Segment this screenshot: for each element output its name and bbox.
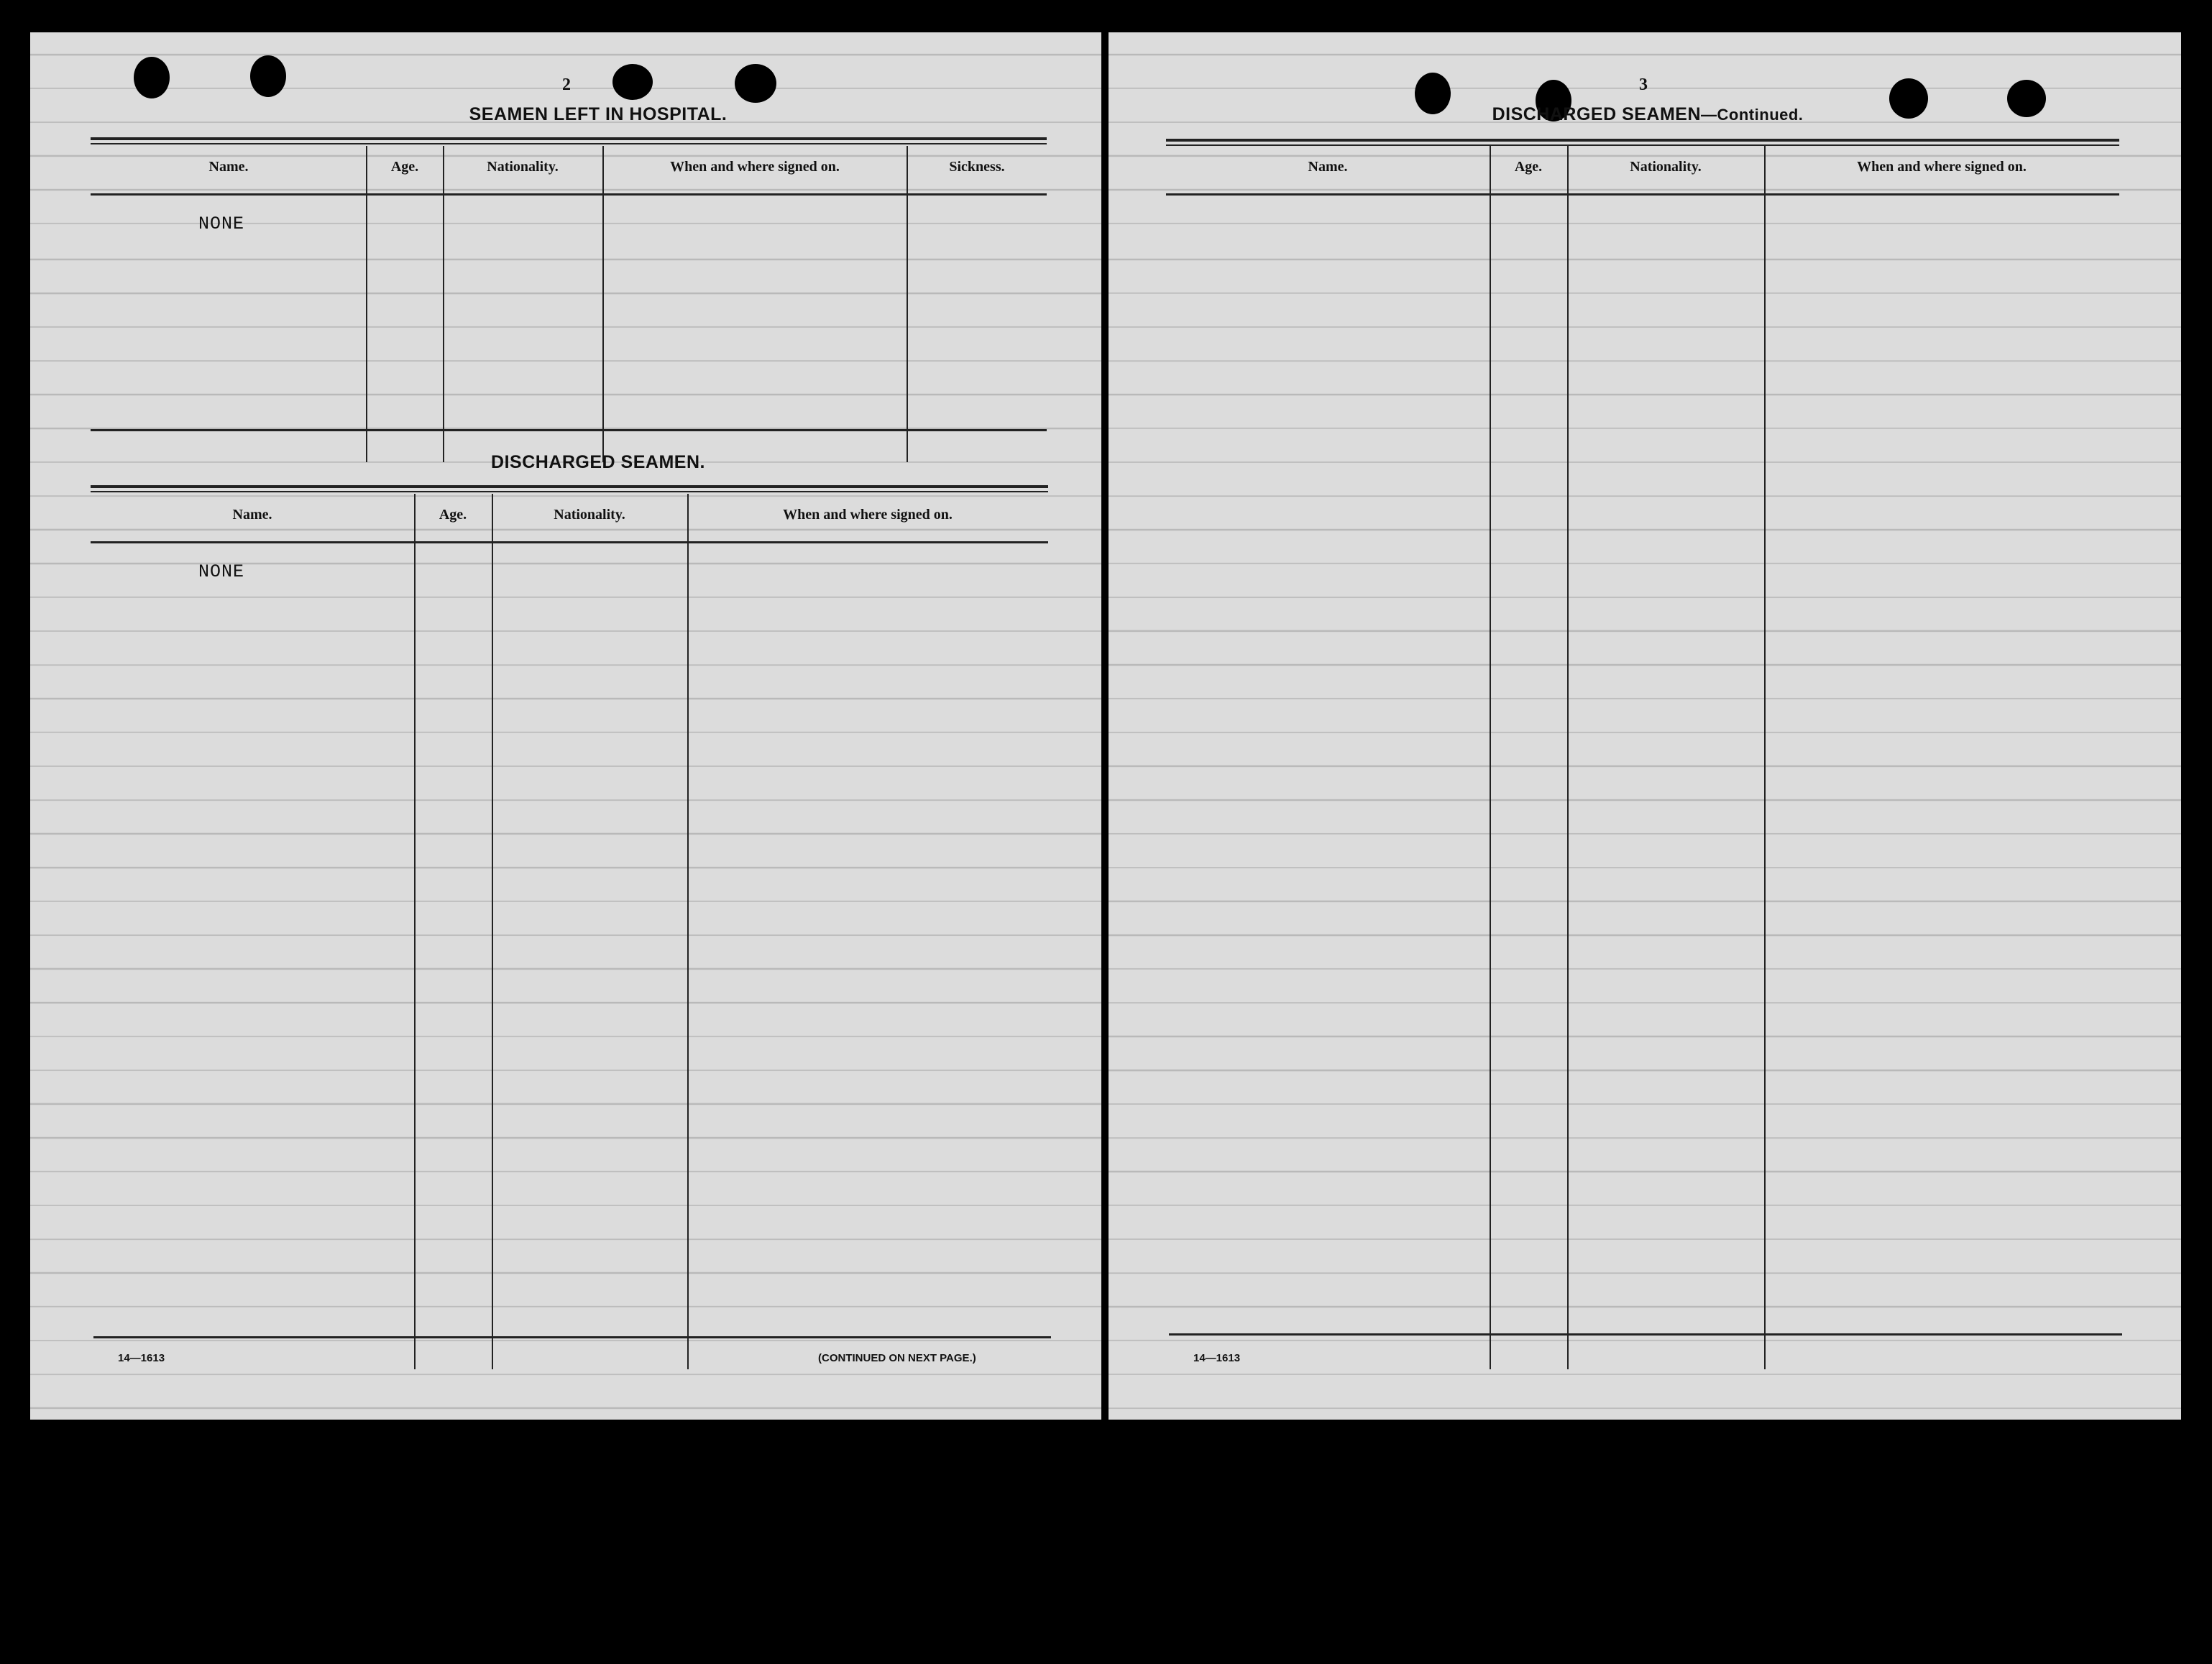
continued-table-top-rule [1166,139,2119,146]
left-page [30,32,1101,1420]
continued-col-age: Age. [1514,159,1543,175]
discharged-col-age: Age. [439,507,467,523]
continued-col-divider [1567,146,1569,1369]
hospital-col-name: Name. [208,159,249,175]
form-number: 14—1613 [1193,1352,1241,1364]
hospital-col-nationality: Nationality. [487,159,559,175]
discharged-continued-title-main: DISCHARGED SEAMEN [1492,104,1702,124]
continued-note: (CONTINUED ON NEXT PAGE.) [818,1352,976,1364]
discharged-table-top-rule [91,485,1048,492]
hospital-col-divider [602,146,604,462]
hospital-col-divider [443,146,444,462]
discharged-col-divider [687,494,689,1369]
hospital-col-signed-on: When and where signed on. [670,159,840,175]
continued-table-bottom-rule [1169,1333,2122,1336]
continued-col-signed-on: When and where signed on. [1857,159,2027,175]
punch-hole [612,64,653,100]
discharged-section-title: DISCHARGED SEAMEN. [491,452,705,472]
hospital-col-age: Age. [390,159,419,175]
discharged-table-bottom-rule [93,1336,1051,1338]
discharged-col-signed-on: When and where signed on. [783,507,953,523]
hospital-table-top-rule [91,137,1047,144]
hospital-section-title: SEAMEN LEFT IN HOSPITAL. [469,104,728,124]
punch-hole [1889,78,1928,119]
form-number: 14—1613 [118,1352,165,1364]
hospital-col-divider [907,146,908,462]
discharged-col-divider [492,494,493,1369]
page-number: 3 [1639,75,1648,94]
discharged-entry-name: NONE [198,561,245,582]
punch-hole [735,64,776,103]
hospital-header-rule [91,193,1047,196]
continued-col-divider [1764,146,1766,1369]
discharged-col-divider [414,494,416,1369]
hospital-entry-name: NONE [198,213,245,234]
discharged-col-name: Name. [232,507,272,523]
page-number: 2 [562,75,571,94]
continued-col-divider [1490,146,1491,1369]
punch-hole [2007,80,2046,117]
discharged-continued-title-suffix: —Continued. [1701,106,1804,124]
right-page [1109,32,2181,1420]
hospital-table-bottom-rule [91,429,1047,431]
continued-col-nationality: Nationality. [1630,159,1702,175]
discharged-header-rule [91,541,1048,543]
continued-col-name: Name. [1308,159,1348,175]
hospital-col-divider [366,146,367,462]
continued-header-rule [1166,193,2119,196]
punch-hole [250,55,286,97]
discharged-col-nationality: Nationality. [554,507,625,523]
hospital-col-sickness: Sickness. [949,159,1005,175]
discharged-continued-title [1432,104,1863,125]
punch-hole [134,57,170,98]
